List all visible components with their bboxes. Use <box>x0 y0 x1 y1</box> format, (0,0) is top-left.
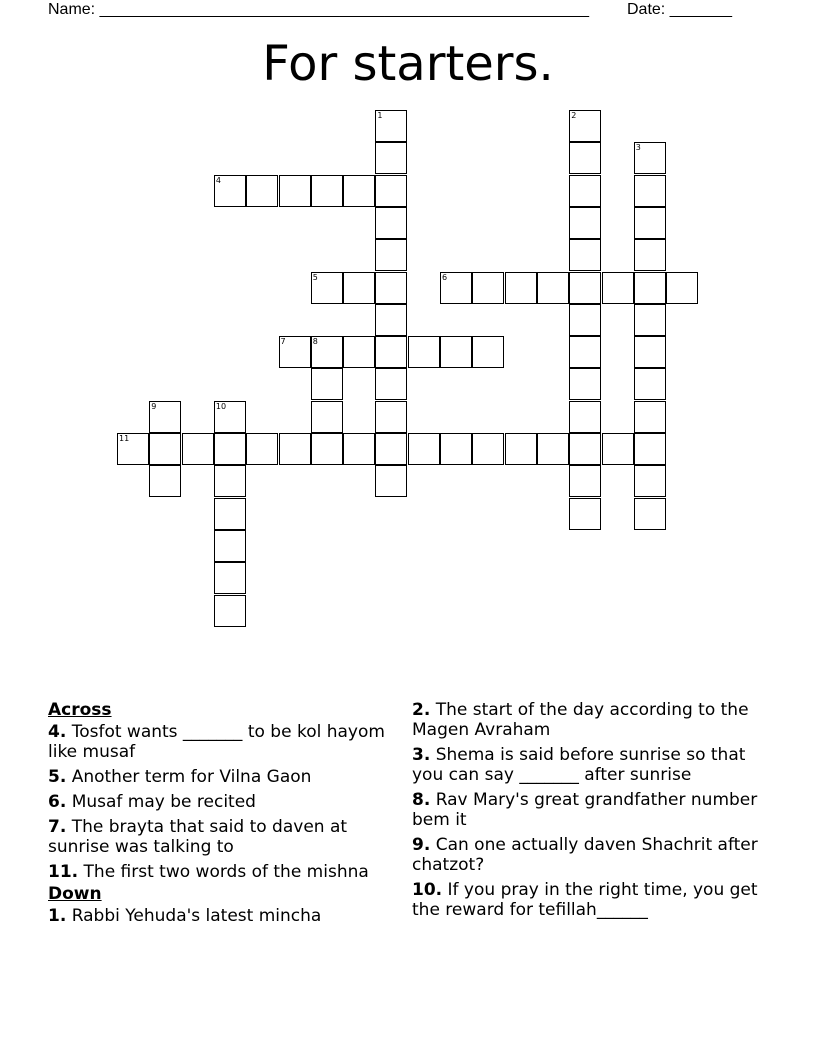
crossword-cell[interactable] <box>375 142 407 174</box>
crossword-cell[interactable] <box>279 175 311 207</box>
clue-number: 9. <box>412 835 431 855</box>
crossword-cell[interactable] <box>214 401 246 433</box>
clue-across-7 <box>48 817 408 857</box>
crossword-cell[interactable] <box>311 272 343 304</box>
crossword-cell[interactable] <box>666 272 698 304</box>
crossword-cell[interactable] <box>117 433 149 465</box>
crossword-cell[interactable] <box>569 110 601 142</box>
clue-text: Musaf may be recited <box>66 792 256 812</box>
crossword-cell[interactable] <box>214 433 246 465</box>
crossword-cell[interactable] <box>149 401 181 433</box>
crossword-cell[interactable] <box>634 207 666 239</box>
crossword-cell[interactable] <box>440 272 472 304</box>
clue-number: 2. <box>412 700 431 720</box>
cell-number: 10 <box>215 401 227 411</box>
crossword-cell[interactable] <box>343 175 375 207</box>
cell-number: 4 <box>215 175 221 185</box>
clue-text: Rav Mary's great grandfather number bem it <box>412 790 758 830</box>
clue-down-2 <box>412 700 772 740</box>
crossword-cell[interactable] <box>472 272 504 304</box>
crossword-cell[interactable] <box>569 304 601 336</box>
crossword-cell[interactable] <box>343 433 375 465</box>
crossword-cell[interactable] <box>311 368 343 400</box>
crossword-cell[interactable] <box>375 433 407 465</box>
crossword-cell[interactable] <box>375 304 407 336</box>
clue-number: 10. <box>412 880 443 900</box>
crossword-cell[interactable] <box>537 433 569 465</box>
crossword-cell[interactable] <box>634 272 666 304</box>
clue-text: Another term for Vilna Gaon <box>66 767 312 787</box>
clue-down-3 <box>412 745 772 785</box>
cell-number: 9 <box>151 401 157 411</box>
crossword-cell[interactable] <box>634 368 666 400</box>
clue-text: Shema is said before sunrise so that you can say _______ after sunrise <box>412 745 746 785</box>
cell-number: 8 <box>312 337 318 347</box>
crossword-cell[interactable] <box>634 239 666 271</box>
crossword-cell[interactable] <box>279 433 311 465</box>
down-heading: Down <box>48 884 102 904</box>
crossword-cell[interactable] <box>505 272 537 304</box>
crossword-cell[interactable] <box>634 142 666 174</box>
clue-number: 3. <box>412 745 431 765</box>
clue-number: 8. <box>412 790 431 810</box>
clue-down-1 <box>48 906 408 926</box>
crossword-cell[interactable] <box>634 175 666 207</box>
crossword-cell[interactable] <box>214 175 246 207</box>
date-field-label: Date: _______ <box>627 1 732 18</box>
crossword-cell[interactable] <box>634 336 666 368</box>
crossword-cell[interactable] <box>311 336 343 368</box>
cell-number: 7 <box>280 337 286 347</box>
puzzle-title: For starters. <box>262 36 554 92</box>
crossword-cell[interactable] <box>569 433 601 465</box>
crossword-cell[interactable] <box>214 465 246 497</box>
crossword-cell[interactable] <box>375 401 407 433</box>
clue-text: The start of the day according to the Magen Avraham <box>412 700 749 740</box>
crossword-cell[interactable] <box>537 272 569 304</box>
cell-number: 11 <box>119 434 130 443</box>
crossword-cell[interactable] <box>375 207 407 239</box>
crossword-cell[interactable] <box>214 498 246 530</box>
crossword-cell[interactable] <box>634 401 666 433</box>
crossword-cell[interactable] <box>214 595 246 627</box>
cell-number: 5 <box>312 272 318 282</box>
clue-across-5 <box>48 767 408 787</box>
crossword-cell[interactable] <box>569 401 601 433</box>
name-field-label: Name: _______________________________________________________ <box>48 1 589 18</box>
clue-number: 6. <box>48 792 67 812</box>
crossword-cell[interactable] <box>634 465 666 497</box>
crossword-cell[interactable] <box>569 239 601 271</box>
crossword-cell[interactable] <box>311 433 343 465</box>
crossword-cell[interactable] <box>569 207 601 239</box>
crossword-cell[interactable] <box>246 175 278 207</box>
crossword-cell[interactable] <box>569 175 601 207</box>
clue-text: If you pray in the right time, you get the reward for tefillah______ <box>412 880 758 920</box>
crossword-cell[interactable] <box>569 465 601 497</box>
clue-number: 11. <box>48 862 79 882</box>
clue-across-4 <box>48 722 408 762</box>
clue-number: 5. <box>48 767 67 787</box>
crossword-cell[interactable] <box>311 175 343 207</box>
crossword-cell[interactable] <box>375 368 407 400</box>
clue-down-8 <box>412 790 772 830</box>
clue-number: 7. <box>48 817 67 837</box>
crossword-cell[interactable] <box>472 433 504 465</box>
crossword-cell[interactable] <box>214 562 246 594</box>
clue-number: 1. <box>48 906 67 926</box>
crossword-cell[interactable] <box>149 465 181 497</box>
clues-left-column <box>48 700 408 931</box>
clue-text: The first two words of the mishna <box>78 862 369 882</box>
clue-across-11 <box>48 862 408 882</box>
crossword-cell[interactable] <box>246 433 278 465</box>
crossword-cell[interactable] <box>569 272 601 304</box>
crossword-cell[interactable] <box>311 401 343 433</box>
crossword-cell[interactable] <box>375 110 407 142</box>
crossword-cell[interactable] <box>149 433 181 465</box>
cell-number: 6 <box>442 272 448 282</box>
crossword-cell[interactable] <box>375 336 407 368</box>
crossword-cell[interactable] <box>408 433 440 465</box>
clues-right-column <box>412 700 772 925</box>
clue-text: Tosfot wants _______ to be kol hayom like musaf <box>48 722 385 762</box>
crossword-cell[interactable] <box>440 433 472 465</box>
crossword-cell[interactable] <box>375 465 407 497</box>
crossword-cell[interactable] <box>375 239 407 271</box>
crossword-cell[interactable] <box>472 336 504 368</box>
crossword-cell[interactable] <box>602 272 634 304</box>
crossword-cell[interactable] <box>214 530 246 562</box>
clue-text: Can one actually daven Shachrit after chatzot? <box>412 835 758 875</box>
crossword-cell[interactable] <box>182 433 214 465</box>
clue-down-10 <box>412 880 772 920</box>
crossword-cell[interactable] <box>375 272 407 304</box>
crossword-cell[interactable] <box>408 336 440 368</box>
clue-text: Rabbi Yehuda's latest mincha <box>66 906 322 926</box>
crossword-cell[interactable] <box>569 368 601 400</box>
crossword-cell[interactable] <box>634 433 666 465</box>
cell-number: 1 <box>377 111 383 120</box>
crossword-cell[interactable] <box>505 433 537 465</box>
cell-number: 2 <box>571 111 577 120</box>
crossword-cell[interactable] <box>375 175 407 207</box>
clue-text: The brayta that said to daven at sunrise was talking to <box>48 817 348 857</box>
crossword-cell[interactable] <box>634 304 666 336</box>
crossword-cell[interactable] <box>569 498 601 530</box>
crossword-cell[interactable] <box>569 142 601 174</box>
crossword-cell[interactable] <box>602 433 634 465</box>
crossword-cell[interactable] <box>569 336 601 368</box>
clue-across-6 <box>48 792 408 812</box>
crossword-cell[interactable] <box>440 336 472 368</box>
crossword-cell[interactable] <box>343 272 375 304</box>
crossword-cell[interactable] <box>279 336 311 368</box>
crossword-cell[interactable] <box>343 336 375 368</box>
crossword-cell[interactable] <box>634 498 666 530</box>
clue-number: 4. <box>48 722 67 742</box>
across-heading: Across <box>48 700 112 720</box>
cell-number: 3 <box>635 143 641 153</box>
clue-down-9 <box>412 835 772 875</box>
